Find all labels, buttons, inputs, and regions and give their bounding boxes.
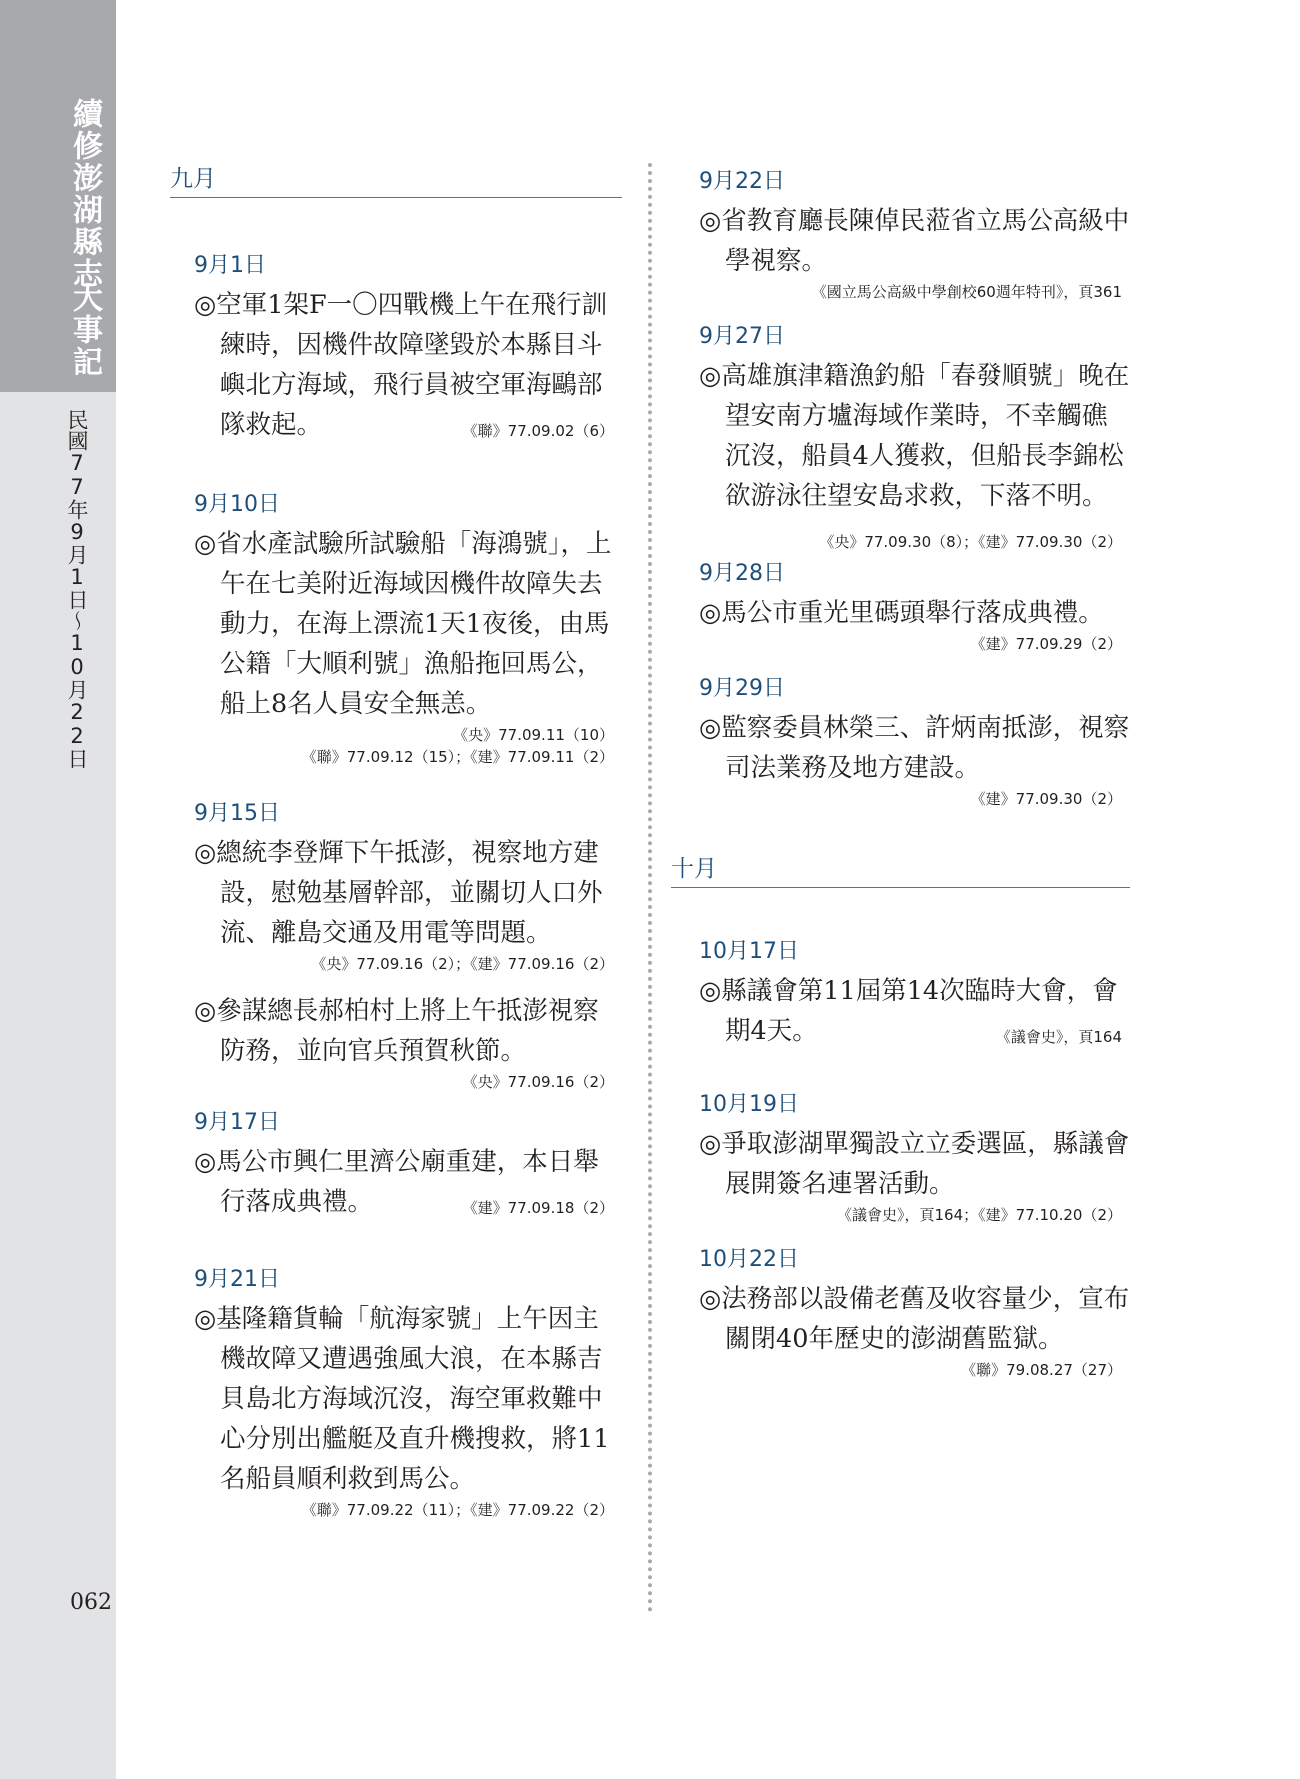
entry-date: 10月22日 — [699, 1247, 799, 1272]
entry-group — [675, 671, 1130, 810]
entry-source: 《建》77.09.18（2） — [462, 1199, 614, 1217]
entry-text-body: ◎空軍1架F一〇四戰機上午在飛行訓練時，因機件故障墜毀於本縣目斗嶼北方海域，飛行員被空軍海鷗部隊救起。 — [194, 290, 608, 440]
entry-date: 9月21日 — [194, 1267, 280, 1292]
entry-source: 《建》77.09.30（2） — [970, 790, 1122, 808]
entry-group — [170, 796, 622, 975]
entry-text — [699, 971, 1130, 1051]
entry-source: 《建》77.09.29（2） — [970, 635, 1122, 653]
entry-text: ◎監察委員林榮三、許炳南抵澎，視察司法業務及地方建設。 — [699, 713, 1130, 783]
entry-source: 《聯》77.09.12（15）；《建》77.09.11（2） — [301, 748, 614, 766]
entry-group — [170, 991, 622, 1093]
entry-text: ◎爭取澎湖單獨設立立委選區，縣議會展開簽名連署活動。 — [699, 1129, 1130, 1199]
entry-text-body: ◎馬公市興仁里濟公廟重建，本日舉行落成典禮。 — [194, 1147, 599, 1217]
entry-date: 9月29日 — [699, 676, 785, 701]
month-heading-october: 十月 — [671, 850, 1130, 888]
book-title: 續修澎湖縣志 — [67, 98, 102, 290]
entry-text: ◎省教育廳長陳倬民蒞省立馬公高級中學視察。 — [699, 206, 1130, 276]
entry-text — [194, 285, 622, 445]
entry-date: 10月19日 — [699, 1092, 799, 1117]
entry-group — [675, 934, 1130, 1051]
entry-group — [170, 487, 622, 768]
entry-source: 《國立馬公高級中學創校60週年特刊》，頁361 — [811, 283, 1122, 301]
section-title: 大事記 — [67, 282, 102, 378]
left-column — [170, 160, 622, 1521]
entry-group — [675, 556, 1130, 655]
entry-date: 9月10日 — [194, 492, 280, 517]
entry-source: 《央》77.09.11（10） — [453, 726, 614, 744]
entry-source: 《央》77.09.16（2）；《建》77.09.16（2） — [311, 955, 614, 973]
entry-source: 《央》77.09.16（2） — [462, 1073, 614, 1091]
column-divider — [648, 163, 652, 1613]
entry-date: 9月27日 — [699, 324, 785, 349]
entry-source: 《聯》77.09.02（6） — [462, 422, 614, 440]
entry-date: 9月15日 — [194, 801, 280, 826]
entry-source: 《聯》77.09.22（11）；《建》77.09.22（2） — [301, 1501, 614, 1519]
entry-date: 9月22日 — [699, 169, 785, 194]
entry-text: ◎法務部以設備老舊及收容量少，宣布關閉40年歷史的澎湖舊監獄。 — [699, 1284, 1130, 1354]
entry-source: 《央》77.09.30（8）；《建》77.09.30（2） — [819, 533, 1122, 551]
entry-group — [675, 319, 1130, 551]
entry-date: 9月28日 — [699, 561, 785, 586]
right-column — [671, 160, 1130, 1381]
entry-source: 《議會史》，頁164 — [995, 1028, 1122, 1046]
date-range: 民國77年9月1日〜10月22日 — [65, 409, 89, 769]
entry-text-body: ◎縣議會第11屆第14次臨時大會，會期4天。 — [699, 976, 1118, 1046]
entry-group — [170, 1105, 622, 1222]
sidebar — [0, 0, 116, 1779]
entry-group — [675, 1242, 1130, 1381]
entry-group — [675, 1087, 1130, 1226]
entry-text-body: ◎高雄旗津籍漁釣船「春發順號」晚在望安南方壚海域作業時，不幸觸礁沉沒，船員4人獲救，但船長李錦松欲游泳往望安島求救，下落不明。 — [699, 361, 1130, 511]
entry-date: 10月17日 — [699, 939, 799, 964]
entry-text — [699, 356, 1130, 551]
entry-text — [194, 1142, 622, 1222]
entry-date: 9月17日 — [194, 1110, 280, 1135]
month-heading-september: 九月 — [170, 160, 622, 198]
entry-text: ◎基隆籍貨輪「航海家號」上午因主機故障又遭遇強風大浪，在本縣吉貝島北方海域沉沒，海空軍救難中心分別出艦艇及直升機搜救，將11名船員順利救到馬公。 — [194, 1304, 610, 1494]
entry-source: 《議會史》，頁164；《建》77.10.20（2） — [837, 1206, 1122, 1224]
entry-text: ◎參謀總長郝柏村上將上午抵澎視察防務，並向官兵預賀秋節。 — [194, 996, 599, 1066]
entry-text: ◎馬公市重光里碼頭舉行落成典禮。 — [699, 598, 1104, 628]
entry-group — [675, 164, 1130, 303]
entry-group — [170, 248, 622, 445]
entry-date: 9月1日 — [194, 253, 266, 278]
entry-source: 《聯》79.08.27（27） — [961, 1361, 1122, 1379]
page-number: 062 — [70, 1590, 112, 1615]
entry-text: ◎總統李登輝下午抵澎，視察地方建設，慰勉基層幹部，並關切人口外流、離島交通及用電等問題。 — [194, 838, 603, 948]
entry-text: ◎省水產試驗所試驗船「海鴻號」，上午在七美附近海域因機件故障失去動力，在海上漂流1天1夜後，由馬公籍「大順利號」漁船拖回馬公，船上8名人員安全無恙。 — [194, 529, 612, 719]
entry-group — [170, 1262, 622, 1521]
